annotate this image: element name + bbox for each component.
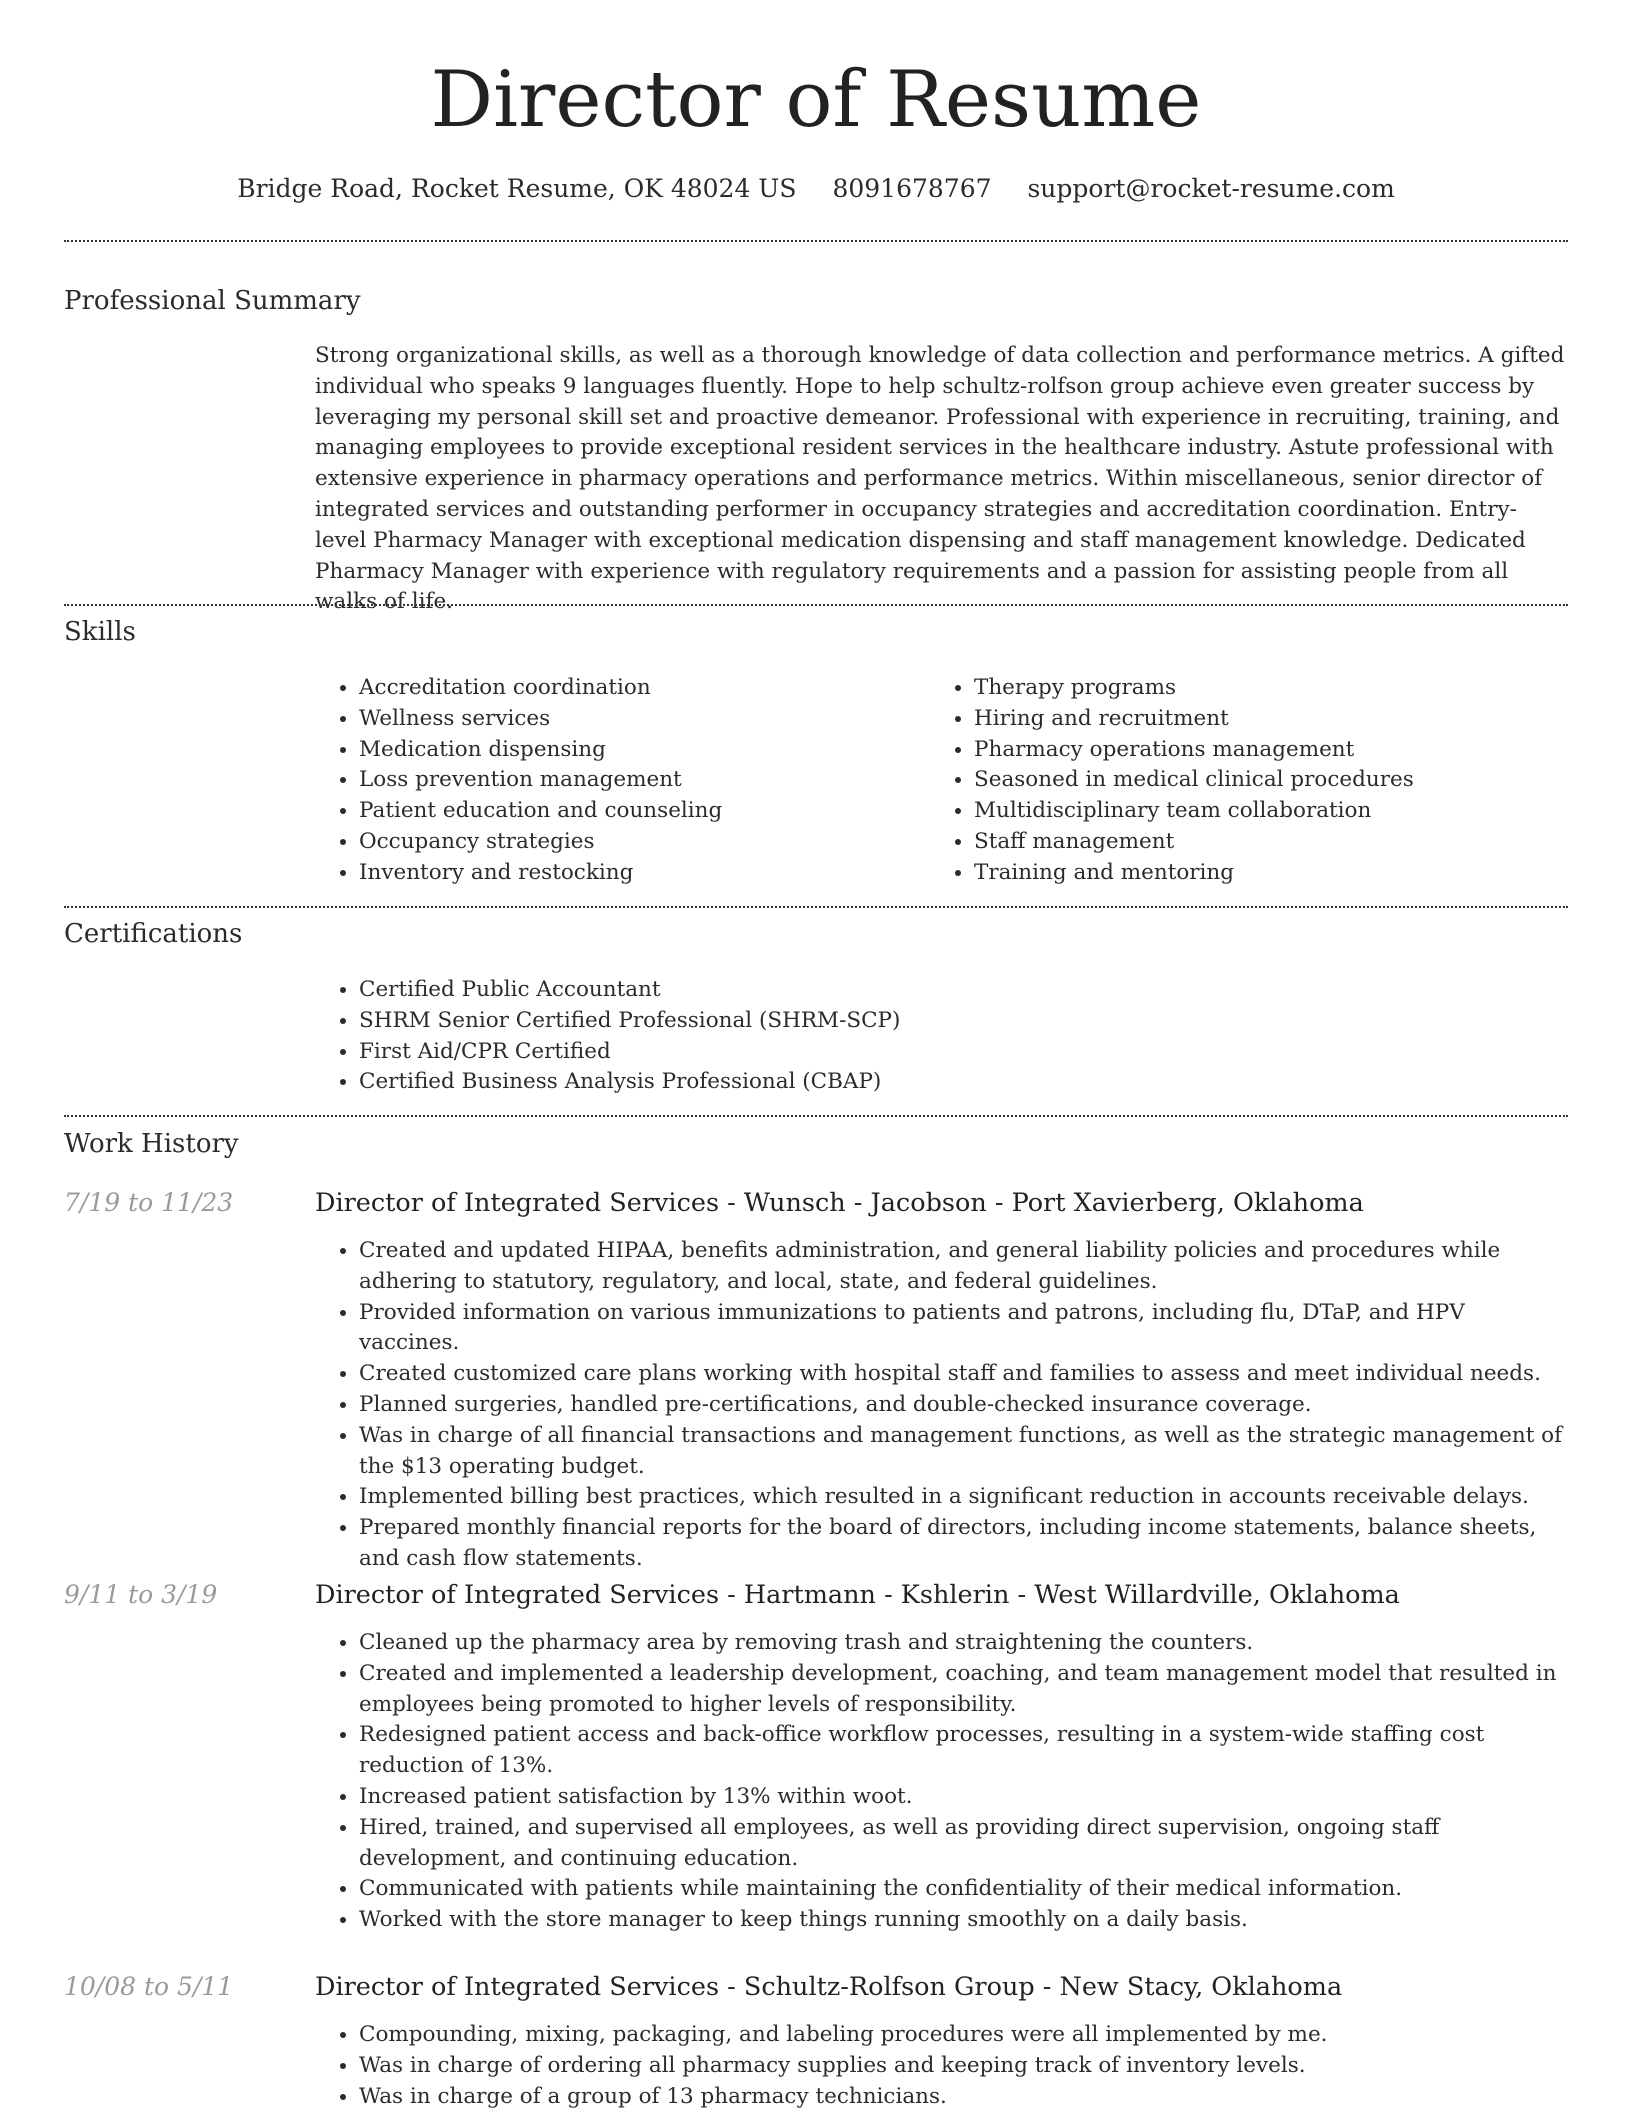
skill-item: • Loss prevention management bbox=[359, 765, 875, 796]
divider bbox=[64, 604, 1568, 606]
section-title-work-history: Work History bbox=[64, 1129, 239, 1159]
section-title-certifications: Certifications bbox=[64, 919, 243, 949]
section-title-skills: Skills bbox=[64, 617, 136, 647]
job-bullet: • Created and implemented a leadership development, coaching, and team management model that resulted in employees being promoted to higher levels of responsibility. bbox=[359, 1659, 1565, 1721]
job-title: Director of Integrated Services - Schultz-Rolfson Group - New Stacy, Oklahoma bbox=[315, 1972, 1343, 2002]
job-dates: 10/08 to 5/11 bbox=[64, 1972, 234, 2001]
divider bbox=[64, 1115, 1568, 1117]
certification-item: • Certified Business Analysis Professional (CBAP) bbox=[359, 1067, 1215, 1098]
job-bullet: • Planned surgeries, handled pre-certifications, and double-checked insurance coverage. bbox=[359, 1390, 1565, 1421]
skills-column-left bbox=[315, 673, 875, 889]
skill-item: • Therapy programs bbox=[974, 673, 1490, 704]
section-title-summary: Professional Summary bbox=[64, 286, 361, 316]
job-bullet: • Was in charge of all financial transactions and management functions, as well as the strategic management of the $13 operating budget. bbox=[359, 1421, 1565, 1483]
job-dates: 7/19 to 11/23 bbox=[64, 1188, 234, 1217]
job-bullet: • Created and updated HIPAA, benefits administration, and general liability policies and procedures while adhering to statutory, regulatory, and local, state, and federal guidelines. bbox=[359, 1236, 1565, 1298]
certification-item: • Certified Public Accountant bbox=[359, 975, 1215, 1006]
contact-phone: 8091678767 bbox=[832, 174, 992, 203]
skill-item: • Pharmacy operations management bbox=[974, 735, 1490, 766]
certification-item: • First Aid/CPR Certified bbox=[359, 1037, 1215, 1068]
job-bullet: • Hired, trained, and supervised all employees, as well as providing direct supervision, ongoing staff development, and continuing education. bbox=[359, 1813, 1565, 1875]
contact-email: support@rocket-resume.com bbox=[1027, 174, 1395, 203]
job-bullet: • Was in charge of a group of 13 pharmacy technicians. bbox=[359, 2082, 1565, 2112]
job-bullet: • Implemented billing best practices, which resulted in a significant reduction in accounts receivable delays. bbox=[359, 1482, 1565, 1513]
job-bullet: • Compounding, mixing, packaging, and labeling procedures were all implemented by me. bbox=[359, 2020, 1565, 2051]
job-bullets bbox=[315, 1628, 1565, 1936]
skill-item: • Medication dispensing bbox=[359, 735, 875, 766]
skill-item: • Accreditation coordination bbox=[359, 673, 875, 704]
job-bullets bbox=[315, 1236, 1565, 1575]
skill-item: • Training and mentoring bbox=[974, 858, 1490, 889]
job-bullet: • Increased patient satisfaction by 13% within woot. bbox=[359, 1782, 1565, 1813]
skill-item: • Staff management bbox=[974, 827, 1490, 858]
job-bullet: • Prepared monthly financial reports for the board of directors, including income statements, balance sheets, and cash flow statements. bbox=[359, 1513, 1565, 1575]
summary-text: Strong organizational skills, as well as a thorough knowledge of data collection and performance metrics. A gifted individual who speaks 9 languages fluently. Hope to help schultz-rolfson group achieve even greater success by leveraging my personal skill set and proactive demeanor. Professional with experience in recruiting, training, and managing employees to provide exceptional resident services in the healthcare industry. Astute professional with extensive experience in pharmacy operations and performance metrics. Within miscellaneous, senior director of integrated services and outstanding performer in occupancy strategies and accreditation coordination. Entry-level Pharmacy Manager with exceptional medication dispensing and staff management knowledge. Dedicated Pharmacy Manager with experience with regulatory requirements and a passion for assisting people from all walks of life. bbox=[315, 343, 1565, 615]
job-dates: 9/11 to 3/19 bbox=[64, 1580, 218, 1609]
job-bullet: • Redesigned patient access and back-office workflow processes, resulting in a system-wide staffing cost reduction of 13%. bbox=[359, 1720, 1565, 1782]
job-title: Director of Integrated Services - Wunsch - Jacobson - Port Xavierberg, Oklahoma bbox=[315, 1188, 1364, 1218]
skill-item: • Inventory and restocking bbox=[359, 858, 875, 889]
skill-item: • Multidisciplinary team collaboration bbox=[974, 796, 1490, 827]
certifications-list bbox=[315, 975, 1215, 1098]
divider bbox=[64, 906, 1568, 908]
divider bbox=[64, 240, 1568, 242]
job-bullet: • Worked with the store manager to keep things running smoothly on a daily basis. bbox=[359, 1905, 1565, 1936]
job-bullet: • Cleaned up the pharmacy area by removing trash and straightening the counters. bbox=[359, 1628, 1565, 1659]
skill-item: • Patient education and counseling bbox=[359, 796, 875, 827]
certification-item: • SHRM Senior Certified Professional (SHRM-SCP) bbox=[359, 1006, 1215, 1037]
skill-item: • Seasoned in medical clinical procedures bbox=[974, 765, 1490, 796]
resume-name: Director of Resume bbox=[430, 55, 1202, 145]
skill-item: • Hiring and recruitment bbox=[974, 704, 1490, 735]
job-bullet: • Was in charge of ordering all pharmacy supplies and keeping track of inventory levels. bbox=[359, 2051, 1565, 2082]
skill-item: • Occupancy strategies bbox=[359, 827, 875, 858]
job-bullets bbox=[315, 2020, 1565, 2112]
contact-address: Bridge Road, Rocket Resume, OK 48024 US bbox=[237, 174, 797, 203]
skill-item: • Wellness services bbox=[359, 704, 875, 735]
contact-line bbox=[0, 172, 1632, 206]
job-title: Director of Integrated Services - Hartmann - Kshlerin - West Willardville, Oklahoma bbox=[315, 1580, 1400, 1610]
job-bullet: • Created customized care plans working with hospital staff and families to assess and meet individual needs. bbox=[359, 1359, 1565, 1390]
job-bullet: • Communicated with patients while maintaining the confidentiality of their medical information. bbox=[359, 1874, 1565, 1905]
job-bullet: • Provided information on various immunizations to patients and patrons, including flu, DTaP, and HPV vaccines. bbox=[359, 1298, 1565, 1360]
skills-column-right bbox=[930, 673, 1490, 889]
